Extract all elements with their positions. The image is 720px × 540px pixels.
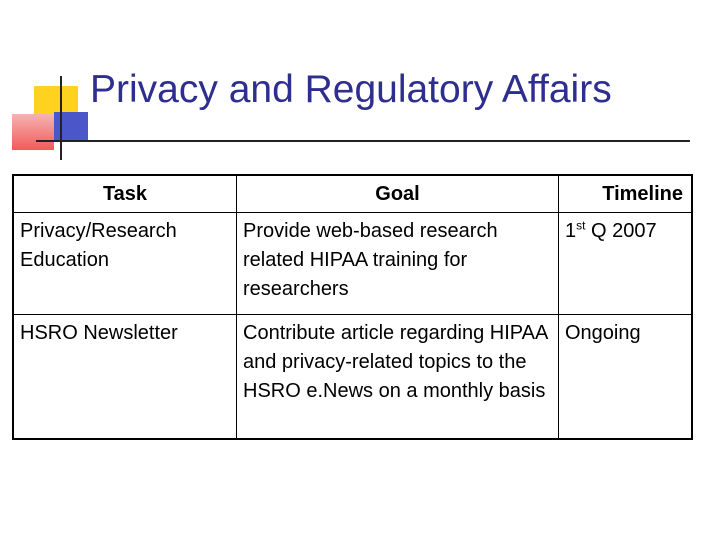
header-goal: Goal — [237, 175, 559, 213]
header-task: Task — [13, 175, 237, 213]
logo-red-square — [12, 114, 54, 150]
cell-timeline: Ongoing — [559, 315, 693, 439]
cell-task: Privacy/Research Education — [13, 213, 237, 315]
title-underline — [36, 140, 690, 142]
task-table — [12, 174, 693, 440]
cell-goal: Contribute article regarding HIPAA and privacy-related topics to the HSRO e.News on a monthly basis — [237, 315, 559, 439]
timeline-ordinal: 1 — [565, 220, 577, 242]
timeline-rest: Q 2007 — [585, 220, 657, 242]
logo-vertical-line — [60, 76, 62, 160]
slide-logo — [0, 0, 100, 170]
table-row — [13, 315, 692, 439]
table-row — [13, 213, 692, 315]
table-header-row — [13, 175, 692, 213]
cell-task: HSRO Newsletter — [13, 315, 237, 439]
header-timeline: Timeline — [559, 175, 693, 213]
timeline-ordinal-suffix: st — [576, 218, 586, 233]
slide-title: Privacy and Regulatory Affairs — [90, 68, 612, 111]
cell-goal: Provide web-based research related HIPAA training for researchers — [237, 213, 559, 315]
cell-timeline — [559, 213, 693, 315]
task-table-container — [12, 174, 693, 440]
